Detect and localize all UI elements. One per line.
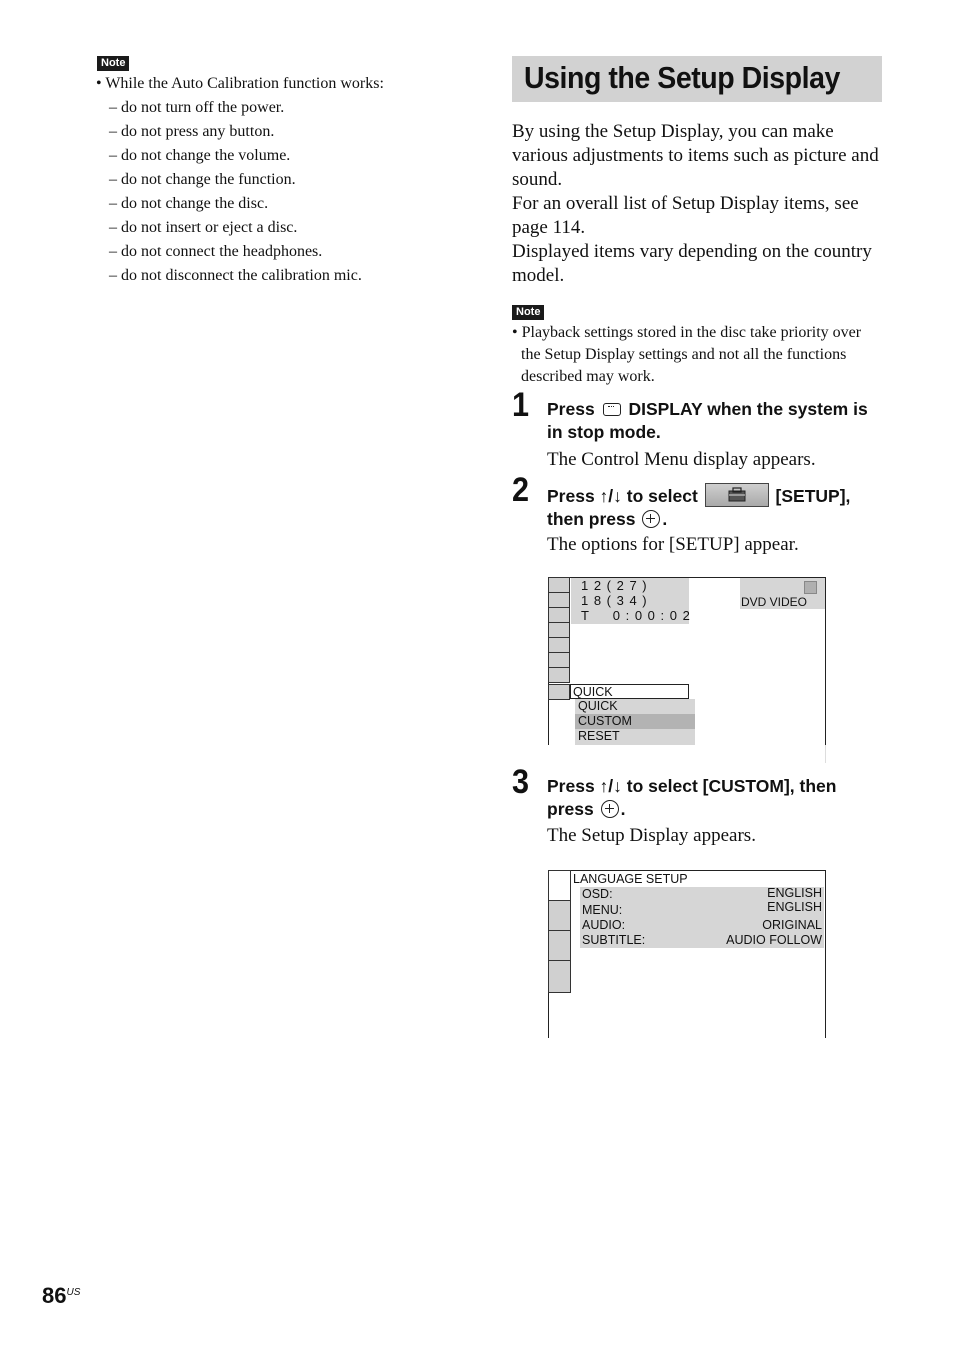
menu-icon-slot xyxy=(548,652,570,668)
enter-button-icon xyxy=(601,800,619,818)
playback-note xyxy=(512,322,892,388)
note-intro: • While the Auto Calibration function works: xyxy=(96,75,384,92)
display-button-icon xyxy=(603,403,621,416)
section-heading: Using the Setup Display xyxy=(524,60,840,95)
intro-line: By using the Setup Display, you can make xyxy=(512,121,834,142)
time-counter: T 0 : 0 0 : 0 2 xyxy=(581,608,691,623)
note-badge: Note xyxy=(512,305,544,320)
setup-category-slot xyxy=(548,930,571,961)
step-number: 1 xyxy=(512,386,530,424)
setting-value-osd[interactable]: ENGLISH xyxy=(767,886,822,900)
intro-line: For an overall list of Setup Display items, see xyxy=(512,193,859,214)
setup-options-list xyxy=(575,699,695,745)
option-custom[interactable]: CUSTOM xyxy=(575,714,695,729)
step-text: [SETUP], xyxy=(775,486,851,506)
step-text: press xyxy=(547,799,594,819)
setting-label-subtitle[interactable]: SUBTITLE: xyxy=(582,933,646,947)
note-list xyxy=(109,96,362,288)
setup-page-title: LANGUAGE SETUP xyxy=(573,872,688,886)
option-quick[interactable]: QUICK xyxy=(578,699,618,713)
setup-toolbox-icon xyxy=(705,483,769,507)
section-heading-box xyxy=(512,56,882,102)
setup-icon-column xyxy=(548,870,571,993)
intro-line: various adjustments to items such as picture and xyxy=(512,145,879,166)
intro-line: model. xyxy=(512,265,565,286)
setting-label-osd[interactable]: OSD: xyxy=(582,887,613,901)
icon-column xyxy=(548,577,570,701)
intro-paragraph xyxy=(512,120,892,288)
menu-icon-slot xyxy=(548,637,570,653)
note-item: – do not change the function. xyxy=(109,171,296,188)
intro-line: sound. xyxy=(512,169,563,190)
intro-line: page 114. xyxy=(512,217,586,238)
step-number: 3 xyxy=(512,763,530,801)
language-settings-list xyxy=(580,887,824,948)
menu-icon-slot xyxy=(548,592,570,608)
note-line: described may work. xyxy=(521,368,655,385)
step-result: The options for [SETUP] appear. xyxy=(547,534,799,555)
page-number xyxy=(42,1283,80,1309)
media-type: DVD VIDEO xyxy=(741,595,808,609)
note-badge: Note xyxy=(97,56,129,71)
note-item: – do not insert or eject a disc. xyxy=(109,219,298,236)
setup-category-slot xyxy=(548,900,571,931)
step-text: then press xyxy=(547,509,636,529)
note-item: – do not connect the headphones. xyxy=(109,243,323,260)
note-item: – do not change the volume. xyxy=(109,147,291,164)
media-status-indicator xyxy=(804,581,817,594)
setup-selection-field[interactable]: QUICK xyxy=(570,684,689,699)
page-region: US xyxy=(66,1287,81,1298)
step-text: in stop mode. xyxy=(547,422,661,442)
menu-icon-slot xyxy=(548,667,570,683)
setup-category-slot xyxy=(548,960,571,993)
step-text: . xyxy=(662,509,668,529)
step-2-title xyxy=(547,483,892,531)
note-item: – do not press any button. xyxy=(109,123,275,140)
step-number: 2 xyxy=(512,471,530,509)
step-text: Press xyxy=(547,399,595,419)
playback-info xyxy=(571,578,689,624)
setup-category-slot xyxy=(548,870,571,901)
page-number-value: 86 xyxy=(42,1283,67,1308)
setting-value-menu[interactable]: ENGLISH xyxy=(767,900,822,914)
step-result: The Control Menu display appears. xyxy=(547,449,816,470)
setting-value-audio[interactable]: ORIGINAL xyxy=(762,918,822,932)
control-menu-screen xyxy=(548,577,827,763)
enter-button-icon xyxy=(642,510,660,528)
menu-icon-slot xyxy=(548,684,570,700)
setting-value-subtitle[interactable]: AUDIO FOLLOW xyxy=(726,933,822,947)
note-line: • Playback settings stored in the disc take priority over xyxy=(512,324,862,341)
step-text: Press ↑/↓ to select [CUSTOM], then xyxy=(547,776,837,796)
note-item: – do not disconnect the calibration mic. xyxy=(109,267,362,284)
note-line: the Setup Display settings and not all the functions xyxy=(521,346,847,363)
step-result: The Setup Display appears. xyxy=(547,825,756,846)
step-3-title xyxy=(547,775,892,821)
menu-icon-slot xyxy=(548,607,570,623)
chapter-number: 1 8 ( 3 4 ) xyxy=(581,593,648,608)
menu-icon-slot xyxy=(548,622,570,638)
title-number: 1 2 ( 2 7 ) xyxy=(581,578,648,593)
step-text: DISPLAY when the system is xyxy=(628,399,868,419)
media-type-box xyxy=(740,578,825,609)
setup-display-screen xyxy=(548,870,827,1038)
option-reset[interactable]: RESET xyxy=(578,729,620,743)
step-1-title xyxy=(547,398,887,444)
setting-label-audio[interactable]: AUDIO: xyxy=(582,918,626,932)
note-item: – do not turn off the power. xyxy=(109,99,285,116)
step-text: Press ↑/↓ to select xyxy=(547,486,698,506)
menu-icon-slot xyxy=(548,577,570,593)
note-item: – do not change the disc. xyxy=(109,195,269,212)
intro-line: Displayed items vary depending on the country xyxy=(512,241,872,262)
setting-label-menu[interactable]: MENU: xyxy=(582,903,623,917)
step-text: . xyxy=(620,799,626,819)
